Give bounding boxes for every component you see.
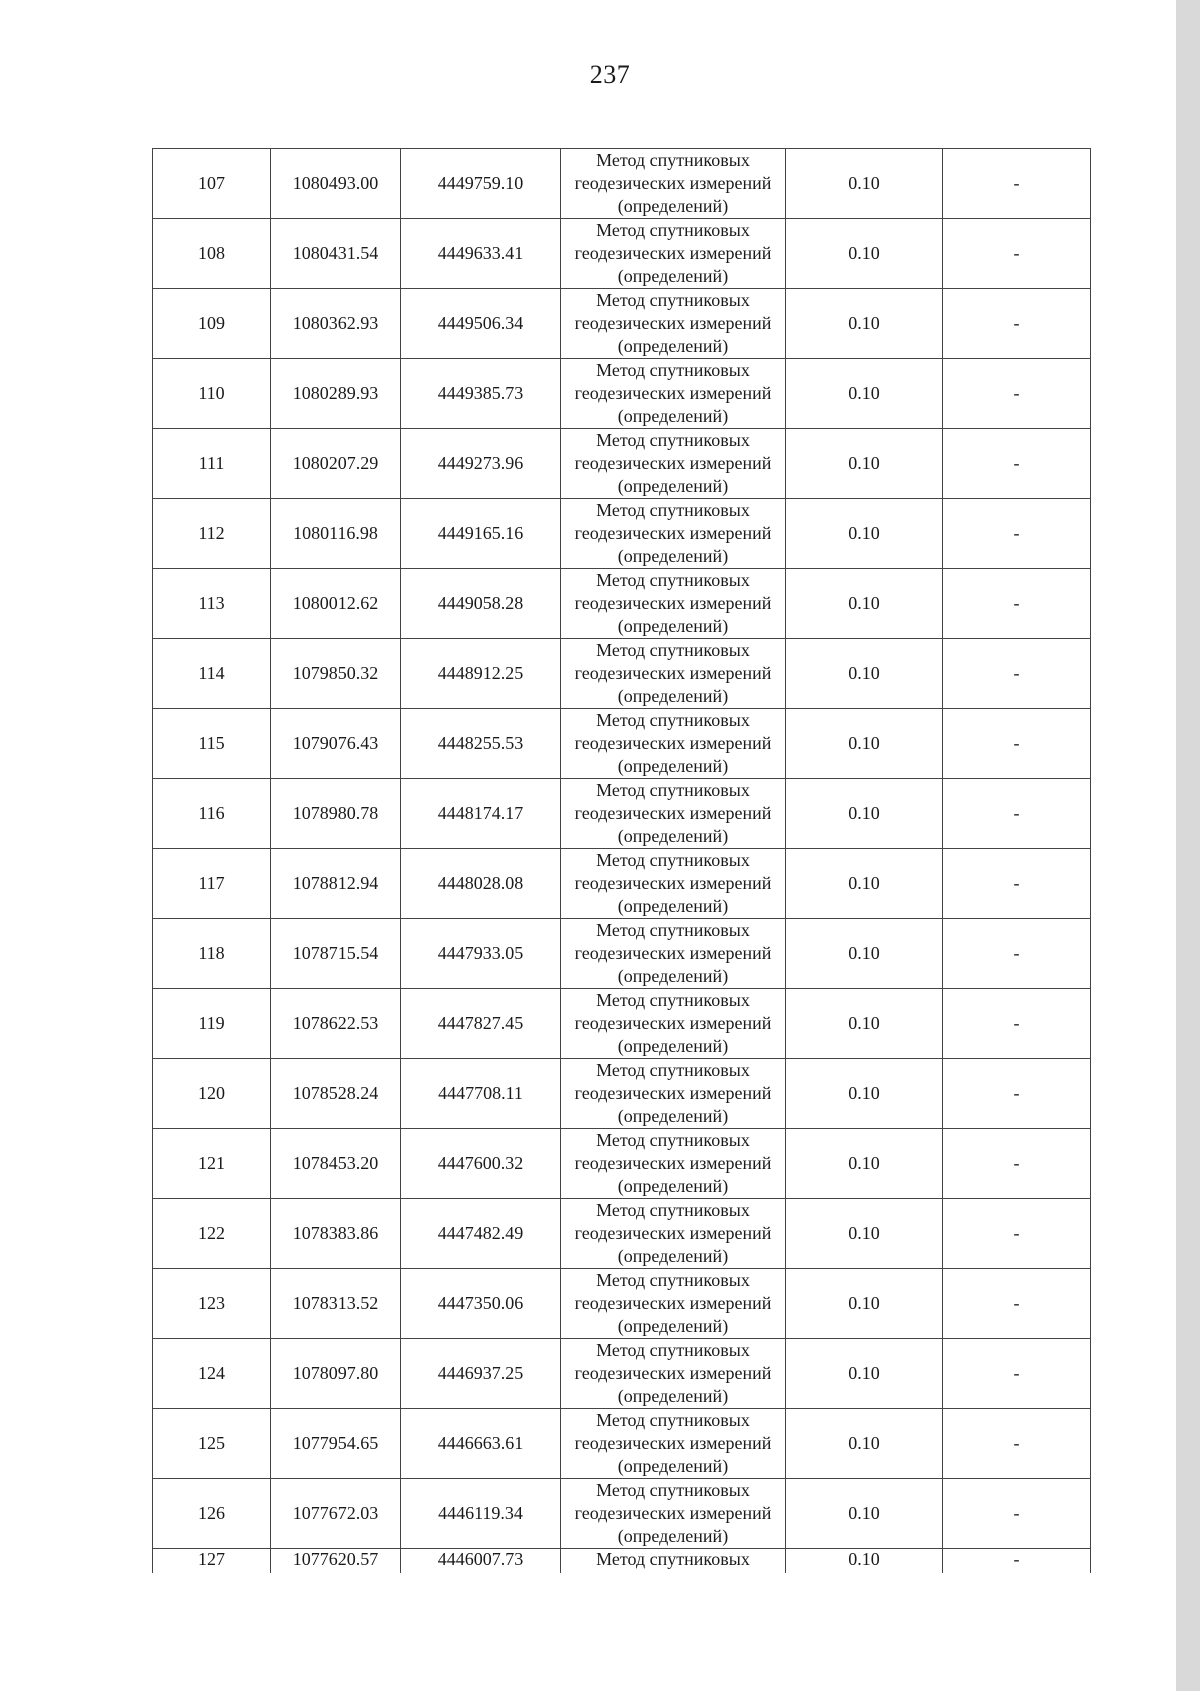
point-number-cell: 124: [153, 1339, 271, 1409]
y-coordinate-cell: 4446007.73: [401, 1549, 561, 1573]
y-coordinate-cell: 4449385.73: [401, 359, 561, 429]
accuracy-cell: 0.10: [786, 709, 943, 779]
point-number-cell: 109: [153, 289, 271, 359]
x-coordinate-cell: 1079850.32: [271, 639, 401, 709]
x-coordinate-cell: 1078313.52: [271, 1269, 401, 1339]
y-coordinate-cell: 4448174.17: [401, 779, 561, 849]
y-coordinate-cell: 4446663.61: [401, 1409, 561, 1479]
y-coordinate-cell: 4449506.34: [401, 289, 561, 359]
point-number-cell: 110: [153, 359, 271, 429]
table-row: [153, 359, 1091, 429]
table-row: [153, 849, 1091, 919]
table-row: [153, 989, 1091, 1059]
table-row: [153, 1549, 1091, 1573]
extra-cell: -: [943, 1269, 1091, 1339]
accuracy-cell: 0.10: [786, 1269, 943, 1339]
extra-cell: -: [943, 1129, 1091, 1199]
table-row: [153, 289, 1091, 359]
table-row: [153, 1059, 1091, 1129]
point-number-cell: 120: [153, 1059, 271, 1129]
table-row: [153, 1129, 1091, 1199]
method-cell: Метод спутниковых геодезических измерений (определений): [561, 1339, 786, 1409]
accuracy-cell: 0.10: [786, 1339, 943, 1409]
coordinates-table-container: [152, 148, 1090, 1573]
y-coordinate-cell: 4447827.45: [401, 989, 561, 1059]
accuracy-cell: 0.10: [786, 569, 943, 639]
point-number-cell: 113: [153, 569, 271, 639]
accuracy-cell: 0.10: [786, 989, 943, 1059]
accuracy-cell: 0.10: [786, 1549, 943, 1573]
point-number-cell: 116: [153, 779, 271, 849]
method-cell: Метод спутниковых геодезических измерений (определений): [561, 149, 786, 219]
method-cell: Метод спутниковых геодезических измерений (определений): [561, 569, 786, 639]
accuracy-cell: 0.10: [786, 359, 943, 429]
table-row: [153, 1479, 1091, 1549]
accuracy-cell: 0.10: [786, 639, 943, 709]
y-coordinate-cell: 4448255.53: [401, 709, 561, 779]
point-number-cell: 107: [153, 149, 271, 219]
y-coordinate-cell: 4448912.25: [401, 639, 561, 709]
y-coordinate-cell: 4447708.11: [401, 1059, 561, 1129]
x-coordinate-cell: 1080289.93: [271, 359, 401, 429]
accuracy-cell: 0.10: [786, 1199, 943, 1269]
extra-cell: -: [943, 1059, 1091, 1129]
method-cell: Метод спутниковых геодезических измерений (определений): [561, 639, 786, 709]
accuracy-cell: 0.10: [786, 1409, 943, 1479]
extra-cell: -: [943, 989, 1091, 1059]
point-number-cell: 115: [153, 709, 271, 779]
x-coordinate-cell: 1078622.53: [271, 989, 401, 1059]
x-coordinate-cell: 1080493.00: [271, 149, 401, 219]
extra-cell: -: [943, 849, 1091, 919]
table-row: [153, 1409, 1091, 1479]
x-coordinate-cell: 1080207.29: [271, 429, 401, 499]
point-number-cell: 127: [153, 1549, 271, 1573]
accuracy-cell: 0.10: [786, 919, 943, 989]
point-number-cell: 118: [153, 919, 271, 989]
x-coordinate-cell: 1077620.57: [271, 1549, 401, 1573]
y-coordinate-cell: 4447482.49: [401, 1199, 561, 1269]
y-coordinate-cell: 4447350.06: [401, 1269, 561, 1339]
method-cell: Метод спутниковых геодезических измерений (определений): [561, 849, 786, 919]
table-row: [153, 919, 1091, 989]
table-row: [153, 1199, 1091, 1269]
method-cell: Метод спутниковых геодезических измерений (определений): [561, 779, 786, 849]
method-cell: Метод спутниковых геодезических измерений (определений): [561, 219, 786, 289]
extra-cell: -: [943, 429, 1091, 499]
page-number: 237: [589, 60, 631, 89]
x-coordinate-cell: 1080012.62: [271, 569, 401, 639]
accuracy-cell: 0.10: [786, 1059, 943, 1129]
method-cell: Метод спутниковых геодезических измерений (определений): [561, 1059, 786, 1129]
x-coordinate-cell: 1078528.24: [271, 1059, 401, 1129]
method-cell: Метод спутниковых: [561, 1549, 786, 1573]
accuracy-cell: 0.10: [786, 149, 943, 219]
point-number-cell: 108: [153, 219, 271, 289]
table-row: [153, 1339, 1091, 1409]
table-row: [153, 779, 1091, 849]
extra-cell: -: [943, 219, 1091, 289]
extra-cell: -: [943, 779, 1091, 849]
extra-cell: -: [943, 149, 1091, 219]
accuracy-cell: 0.10: [786, 779, 943, 849]
y-coordinate-cell: 4446119.34: [401, 1479, 561, 1549]
method-cell: Метод спутниковых геодезических измерений (определений): [561, 709, 786, 779]
extra-cell: -: [943, 919, 1091, 989]
y-coordinate-cell: 4448028.08: [401, 849, 561, 919]
y-coordinate-cell: 4447600.32: [401, 1129, 561, 1199]
accuracy-cell: 0.10: [786, 849, 943, 919]
method-cell: Метод спутниковых геодезических измерений (определений): [561, 1479, 786, 1549]
x-coordinate-cell: 1078715.54: [271, 919, 401, 989]
point-number-cell: 112: [153, 499, 271, 569]
extra-cell: -: [943, 1549, 1091, 1573]
method-cell: Метод спутниковых геодезических измерений (определений): [561, 1269, 786, 1339]
method-cell: Метод спутниковых геодезических измерений (определений): [561, 499, 786, 569]
method-cell: Метод спутниковых геодезических измерений (определений): [561, 919, 786, 989]
accuracy-cell: 0.10: [786, 499, 943, 569]
extra-cell: -: [943, 359, 1091, 429]
x-coordinate-cell: 1080431.54: [271, 219, 401, 289]
point-number-cell: 126: [153, 1479, 271, 1549]
x-coordinate-cell: 1078980.78: [271, 779, 401, 849]
extra-cell: -: [943, 709, 1091, 779]
method-cell: Метод спутниковых геодезических измерений (определений): [561, 289, 786, 359]
table-row: [153, 1269, 1091, 1339]
extra-cell: -: [943, 289, 1091, 359]
x-coordinate-cell: 1078812.94: [271, 849, 401, 919]
point-number-cell: 123: [153, 1269, 271, 1339]
extra-cell: -: [943, 1479, 1091, 1549]
point-number-cell: 121: [153, 1129, 271, 1199]
table-row: [153, 149, 1091, 219]
x-coordinate-cell: 1078383.86: [271, 1199, 401, 1269]
table-row: [153, 219, 1091, 289]
method-cell: Метод спутниковых геодезических измерений (определений): [561, 359, 786, 429]
table-body: [153, 149, 1091, 1573]
point-number-cell: 119: [153, 989, 271, 1059]
extra-cell: -: [943, 499, 1091, 569]
table-row: [153, 709, 1091, 779]
method-cell: Метод спутниковых геодезических измерений (определений): [561, 1199, 786, 1269]
y-coordinate-cell: 4449273.96: [401, 429, 561, 499]
coordinates-table: [152, 148, 1091, 1573]
accuracy-cell: 0.10: [786, 289, 943, 359]
y-coordinate-cell: 4447933.05: [401, 919, 561, 989]
extra-cell: -: [943, 569, 1091, 639]
table-row: [153, 569, 1091, 639]
x-coordinate-cell: 1079076.43: [271, 709, 401, 779]
method-cell: Метод спутниковых геодезических измерений (определений): [561, 1129, 786, 1199]
table-row: [153, 639, 1091, 709]
accuracy-cell: 0.10: [786, 219, 943, 289]
x-coordinate-cell: 1080116.98: [271, 499, 401, 569]
extra-cell: -: [943, 639, 1091, 709]
y-coordinate-cell: 4449165.16: [401, 499, 561, 569]
extra-cell: -: [943, 1409, 1091, 1479]
x-coordinate-cell: 1078453.20: [271, 1129, 401, 1199]
point-number-cell: 114: [153, 639, 271, 709]
point-number-cell: 122: [153, 1199, 271, 1269]
y-coordinate-cell: 4449058.28: [401, 569, 561, 639]
x-coordinate-cell: 1077672.03: [271, 1479, 401, 1549]
method-cell: Метод спутниковых геодезических измерений (определений): [561, 429, 786, 499]
y-coordinate-cell: 4446937.25: [401, 1339, 561, 1409]
point-number-cell: 117: [153, 849, 271, 919]
point-number-cell: 111: [153, 429, 271, 499]
accuracy-cell: 0.10: [786, 1479, 943, 1549]
extra-cell: -: [943, 1199, 1091, 1269]
y-coordinate-cell: 4449633.41: [401, 219, 561, 289]
extra-cell: -: [943, 1339, 1091, 1409]
page-edge: [1176, 0, 1200, 1691]
method-cell: Метод спутниковых геодезических измерений (определений): [561, 1409, 786, 1479]
y-coordinate-cell: 4449759.10: [401, 149, 561, 219]
x-coordinate-cell: 1080362.93: [271, 289, 401, 359]
accuracy-cell: 0.10: [786, 1129, 943, 1199]
x-coordinate-cell: 1078097.80: [271, 1339, 401, 1409]
x-coordinate-cell: 1077954.65: [271, 1409, 401, 1479]
table-row: [153, 499, 1091, 569]
method-cell: Метод спутниковых геодезических измерений (определений): [561, 989, 786, 1059]
table-row: [153, 429, 1091, 499]
point-number-cell: 125: [153, 1409, 271, 1479]
accuracy-cell: 0.10: [786, 429, 943, 499]
